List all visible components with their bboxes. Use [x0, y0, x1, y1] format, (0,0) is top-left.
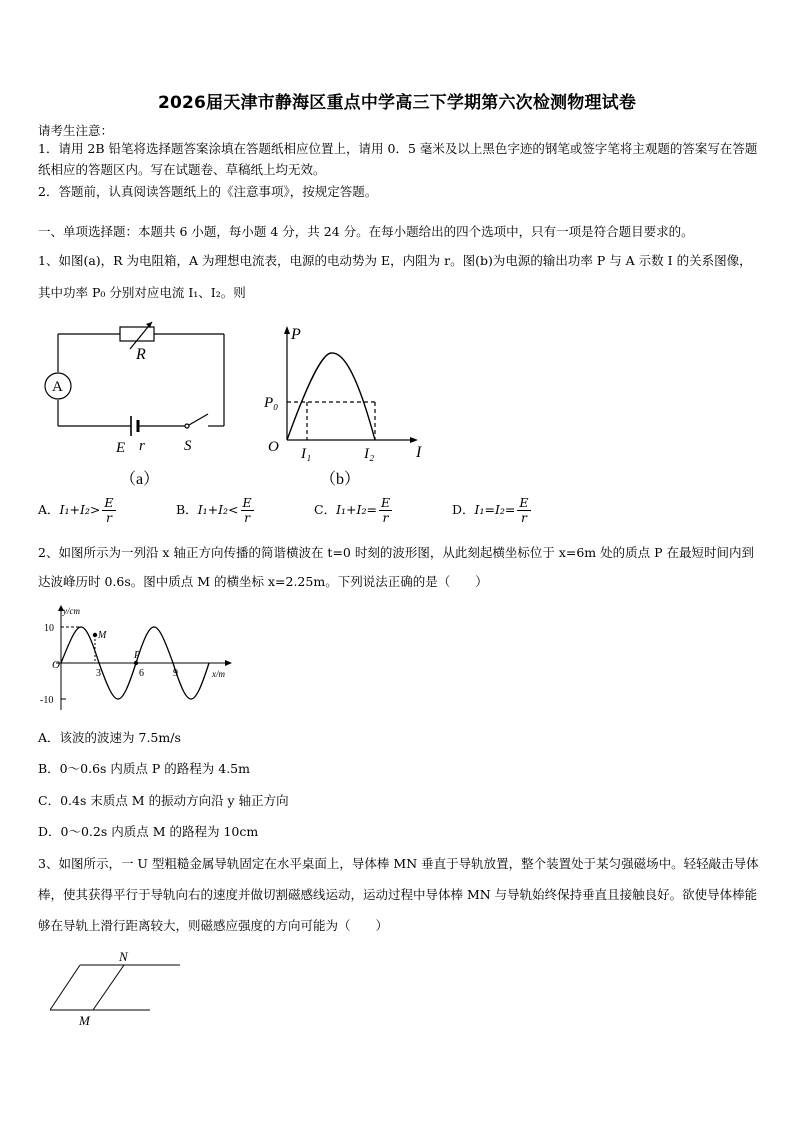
option-d-expression: I₁=I₂= — [474, 502, 516, 517]
switch-label: S — [184, 438, 192, 454]
q1-stem: 1、如图(a)，R 为电阻箱，A 为理想电流表，电源的电动势为 E，内阻为 r。图(b)为电源的输出功率 P 与 A 示数 I 的关系图像，其中功率 P₀ 分别对应电流 I₁、I₂。则 — [38, 253, 752, 300]
q3-rail-figure — [40, 950, 200, 1030]
ammeter-label: A — [52, 379, 63, 395]
resistor-label: R — [136, 346, 146, 363]
option-b-label: B． — [176, 502, 198, 517]
q1-circuit-figure — [40, 310, 240, 495]
figure-b-caption: （b） — [320, 471, 361, 488]
option-d-fraction: $\frac{E}{r}$ — [519, 495, 529, 525]
p-axis-label: P — [291, 326, 301, 343]
q2-wave-graph — [36, 602, 246, 714]
option-d-label: D． — [452, 502, 475, 517]
power-curve — [287, 353, 375, 440]
point-m-dot — [93, 633, 97, 637]
x-tick-9: 9 — [173, 668, 178, 679]
option-c-label: C． — [314, 502, 337, 517]
y-top-label: 10 — [44, 623, 54, 634]
point-m-label: M — [79, 1013, 90, 1028]
q2-option-c[interactable]: C．0.4s 末质点 M 的振动方向沿 y 轴正方向 — [38, 793, 289, 808]
q3-stem: 3、如图所示，一 U 型粗糙金属导轨固定在水平桌面上，导体棒 MN 垂直于导轨放置，整个装置处于某匀强磁场中。轻轻敲击导体棒，使其获得平行于导轨向右的速度并做切割磁感线运动，运动过程中导体棒 MN 与导轨始终保持垂直且接触良好。欲使导体棒能够在导轨上滑行距离较大，则磁感应强度的方向可能为（ ） — [38, 856, 759, 933]
p0-label: P₀ — [264, 395, 279, 411]
y-bottom-label: -10 — [40, 695, 54, 706]
x-tick-6: 6 — [139, 668, 144, 679]
point-n-label: N — [119, 950, 128, 964]
point-m-label: M — [98, 630, 107, 641]
point-p-dot — [134, 661, 138, 665]
exam-title: 2026届天津市静海区重点中学高三下学期第六次检测物理试卷 — [157, 93, 637, 113]
emf-label: E — [116, 440, 126, 456]
x-tick-3: 3 — [96, 668, 101, 679]
option-c-expression: I₁+I₂= — [336, 502, 377, 517]
q2-option-b[interactable]: B．0～0.6s 内质点 P 的路程为 4.5m — [38, 761, 250, 776]
origin-label: O — [52, 659, 60, 671]
q2-option-a[interactable]: A．该波的波速为 7.5m/s — [38, 730, 181, 745]
q1-power-graph — [258, 322, 438, 492]
q1-option-d[interactable] — [452, 496, 531, 525]
notice-item-1: 1．请用 2B 铅笔将选择题答案涂填在答题纸相应位置上，请用 0．5 毫米及以上黑色字迹的钢笔或签字笔将主观题的答案写在答题纸相应的答题区内。写在试题卷、草稿纸上均无效。 — [38, 141, 758, 177]
point-p-label: P — [134, 650, 141, 661]
y-axis-label: y/cm — [63, 606, 80, 616]
i-axis-label: I — [416, 444, 422, 461]
q1-option-b[interactable] — [176, 496, 254, 525]
resistor-box — [120, 327, 154, 341]
option-b-fraction: $\frac{E}{r}$ — [242, 495, 252, 525]
i2-label: I₂ — [364, 446, 375, 462]
section-heading: 一、单项选择题：本题共 6 小题，每小题 4 分，共 24 分。在每小题给出的四个选项中，只有一项是符合题目要求的。 — [38, 224, 694, 239]
option-c-fraction: $\frac{E}{r}$ — [380, 495, 391, 525]
origin-label: O — [268, 439, 279, 455]
internal-resistance-label: r — [139, 438, 145, 454]
q1-option-c[interactable] — [314, 496, 392, 525]
option-a-fraction: $\frac{E}{r}$ — [104, 495, 114, 525]
option-b-expression: I₁+I₂< — [197, 502, 239, 517]
q2-stem: 2、如图所示为一列沿 x 轴正方向传播的简谐横波在 t=0 时刻的波形图，从此刻起横坐标位于 x=6m 处的质点 P 在最短时间内到达波峰历时 0.6s。图中质点 M 的横坐标 x=2.25m。下列说法正确的是（ ） — [38, 545, 754, 589]
notice-item-2: 2．答题前，认真阅读答题纸上的《注意事项》，按规定答题。 — [38, 184, 378, 199]
i1-label: I₁ — [301, 446, 312, 462]
option-a-expression: I₁+I₂> — [59, 502, 101, 517]
conductor-rod — [93, 965, 124, 1010]
q1-option-a[interactable] — [38, 496, 116, 525]
x-axis-label: x/m — [212, 669, 225, 679]
option-a-label: A． — [38, 502, 60, 517]
notice-heading: 请考生注意： — [38, 123, 114, 138]
q2-option-d[interactable]: D．0～0.2s 内质点 M 的路程为 10cm — [38, 824, 259, 839]
figure-a-caption: （a） — [120, 471, 160, 488]
